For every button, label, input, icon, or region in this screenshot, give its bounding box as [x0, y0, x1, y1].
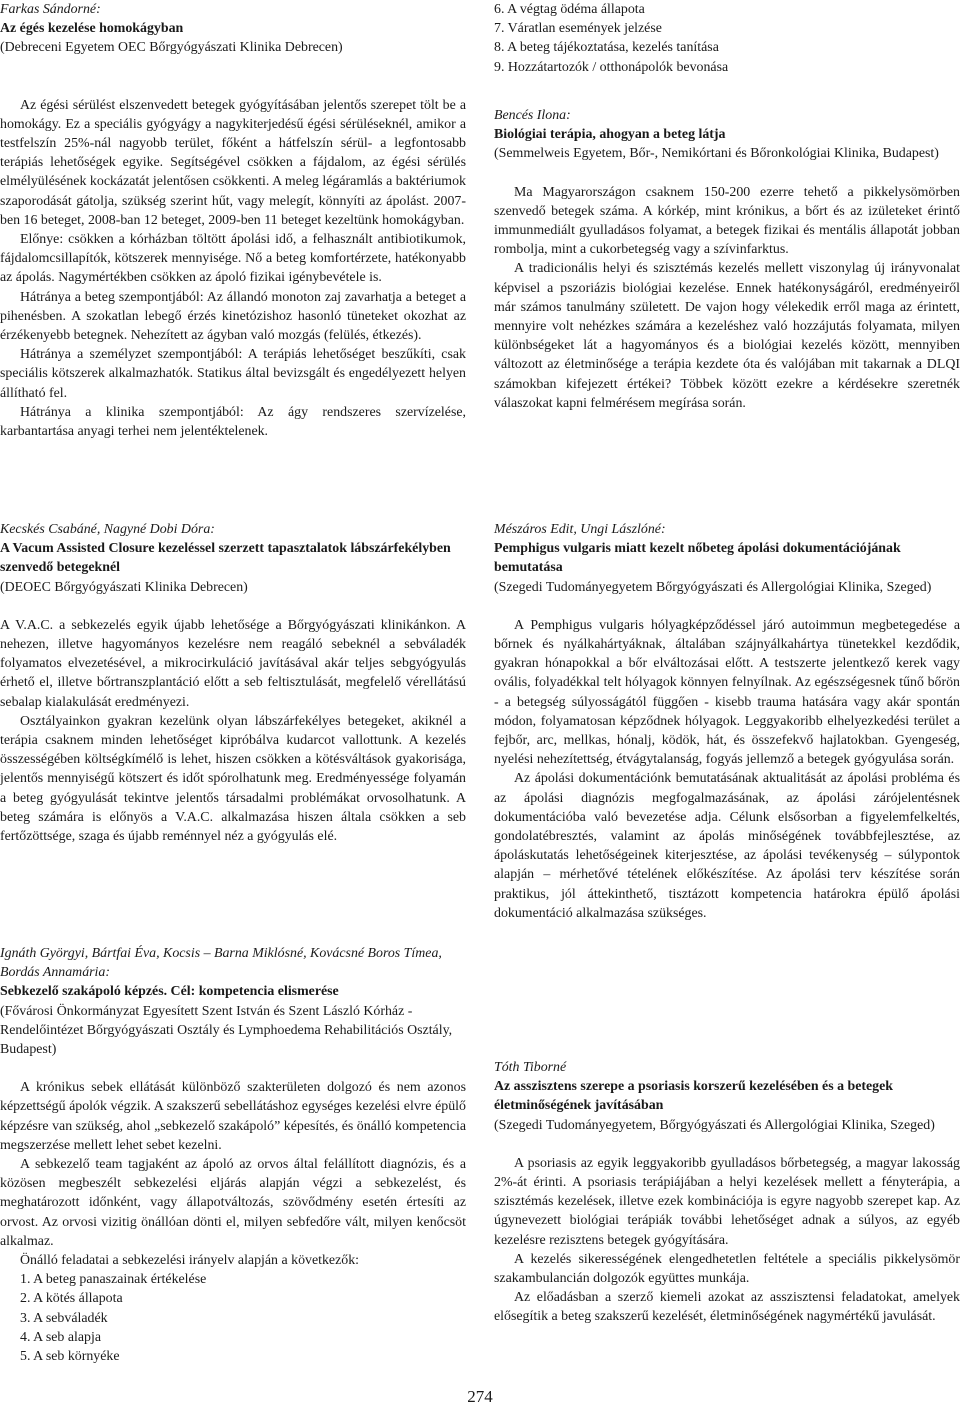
abstract-title: Biológiai terápia, ahogyan a beteg látja — [494, 127, 726, 143]
list-item: 1. A beteg panaszainak értékelése — [20, 1272, 207, 1288]
abstract-affiliation: (Szegedi Tudományegyetem Bőrgyógyászati és Allergológiai Klinika, Szeged) — [494, 579, 932, 595]
abstract-affiliation: (Szegedi Tudományegyetem, Bőrgyógyászati és Allergológiai Klinika, Szeged) — [494, 1117, 935, 1133]
task-list-continued — [494, 0, 960, 77]
list-item: 8. A beteg tájékoztatása, kezelés tanítása — [494, 40, 719, 56]
abstract-title: Az égés kezelése homokágyban — [0, 21, 184, 37]
abstract-paragraph: Hátránya a beteg szempontjából: Az állandó monoton zaj zavarhatja a beteget a pihenésben. A szokatlan lebegő érzés kinetózishoz hasonló tüneteket okozhat az érzékenyebb betegnek. Nehezített az ágyban való mozgás (felülés, étkezés). — [0, 289, 466, 344]
abstract-paragraph: Az előadásban a szerző kiemeli azokat az asszisztensi feladatokat, amelyek elősegítik a beteg szakszerű kezelését, életminőségének nagymértékű javulását. — [494, 1290, 960, 1325]
abstract-paragraph: A V.A.C. a sebkezelés egyik újabb lehetősége a Bőrgyógyászati klinikánkon. A nehezen, illetve hagyományos kezelésre nem reagáló sebeknél a sebváladék folyamatos elvezetésével, a mikrocirkuláció javításával akár teljes sebgyógyulás érhető el, illetve bőrtranszplantáció előtt a seb feltisztulását, megfelelő vérellátású sebalap kialakulását eredményezi. — [0, 617, 466, 710]
abstract-authors: Farkas Sándorné: — [0, 2, 101, 17]
abstract-affiliation: (Fővárosi Önkormányzat Egyesített Szent István és Szent László Kórház - Rendelőintézet Bőrgyógyászati Osztály és Lymphoedema Rehabilitációs Osztály, Budapest) — [0, 1003, 453, 1058]
abstract-authors: Ignáth Györgyi, Bártfai Éva, Kocsis – Barna Miklósné, Kovácsné Boros Tímea, Bordás Annamária: — [0, 946, 442, 981]
abstract-affiliation: (Debreceni Egyetem OEC Bőrgyógyászati Klinika Debrecen) — [0, 40, 343, 56]
abstract-title: Sebkezelő szakápoló képzés. Cél: kompetencia elismerése — [0, 984, 339, 1000]
abstract-paragraph: Az égési sérülést elszenvedett betegek gyógyításában jelentős szerepet tölt be a homokágy. Ez a speciális gyógyágy a nagykiterjedésű égési sérüléseknél, amikor a testfelszín 25%-nál nagyobb terület, főként a hátfelszín sérül- a legfontosabb terápiás lehetőségek egyike. Segítségével csökken a fájdalom, az égési sérülés elmélyülésének kockázatát jelentősen csökkenti. A meleg légáramlás a baktériumok szaporodását gátolja, szükség szerint hűt, vagy melegít, könnyíti az ápolást. 2007-ben 16 beteget, 2008-ban 12 beteget, 2009-ben 11 beteget kezeltünk homokágyban. — [0, 97, 466, 228]
abstract-paragraph: Előnye: csökken a kórházban töltött ápolási idő, a felhasznált antibiotikumok, fájdalomcsillapítók, kötszerek mennyisége. Nő a beteg komfortérzete, hatékonyabb az ápolás. Nagymértékben csökken az ápoló fizikai igénybevétele is. — [0, 232, 466, 286]
abstract-pemphigus — [494, 520, 960, 923]
abstract-authors: Tóth Tiborné — [494, 1060, 567, 1075]
list-item: 6. A végtag ödéma állapota — [494, 2, 645, 17]
list-item: 2. A kötés állapota — [20, 1291, 123, 1307]
abstract-affiliation: (Semmelweis Egyetem, Bőr-, Nemikórtani és Bőronkológiai Klinika, Budapest) — [494, 146, 939, 162]
abstract-authors: Mészáros Edit, Ungi Lászlóné: — [494, 522, 666, 537]
task-list — [0, 1270, 466, 1366]
abstract-title: Az asszisztens szerepe a psoriasis korszerű kezelésében és a betegek életminőségének javításában — [494, 1079, 894, 1114]
list-item: 5. A seb környéke — [20, 1349, 120, 1365]
abstract-paragraph: A krónikus sebek ellátását különböző szakterületen dolgozó és nem azonos képzettségű ápolók végzik. A szakszerű sebellátáshoz egységes kezelési elvre épülő képzésre van szükség, ahol „sebkezelő szakápoló” képesítés, és önálló kompetencia megszerzése mellett lehet sebet kezelni. — [0, 1080, 466, 1153]
abstract-paragraph: A psoriasis az egyik leggyakoribb gyulladásos bőrbetegség, a magyar lakosság 2%-át érinti. A psoriasis terápiájában a helyi kezelések mellett a fényterápia, a szisztémás kezelések, illetve ezek kombinációja is egyre nagyobb szerepet kap. Az úgynevezett biológiai terápiák további lehetőséget adnak a súlyos, az egyéb kezelésre rezisztens betegek gyógyítására. — [494, 1155, 960, 1248]
list-item: 4. A seb alapja — [20, 1329, 102, 1345]
list-item: 9. Hozzátartozók / otthonápolók bevonása — [494, 59, 729, 75]
abstract-psoriasis-assistant — [494, 1058, 960, 1327]
abstract-paragraph: Az ápolási dokumentációnk bemutatásának aktualitását az ápolási probléma és az ápolási diagnózis megfogalmazásának, az ápolási zárójelentésnek dokumentációba való bevezetése adja. Célunk elsősorban a figyelemfelkeltés, gondolatébresztés, valamint az ápolás minőségének továbbfejlesztése, az ápoláskutatás lehetőségeinek kiterjesztése, az ápolási tevékenység – súlypontok alapján – mérhetővé tételének előkészítése. Az ápolási terv készítése során praktikus, jól áttekinthető, tisztázott kompetencia határokra épülő ápolási dokumentáció alkalmazása szükséges. — [494, 771, 960, 921]
abstract-paragraph: Önálló feladatai a sebkezelési irányelv alapján a következők: — [20, 1253, 360, 1269]
list-item: 3. A sebváladék — [20, 1310, 108, 1326]
abstract-wound-nurse-training — [0, 944, 466, 1366]
abstract-paragraph: A kezelés sikerességének elengedhetetlen feltétele a speciális pikkelysömör szakambulancián dolgozók együttes munkája. — [494, 1251, 960, 1287]
abstract-paragraph: Ma Magyarországon csaknem 150-200 ezerre tehető a pikkelysömörben szenvedő betegek száma. A kórkép, mint krónikus, a bőrt és az izületeket érintő immunmediált gyulladásos folyamat, a betegek fizikai és mentális állapotát jobban rombolja, mint a cukorbetegség vagy a szívinfarktus. — [494, 184, 960, 258]
abstract-paragraph: Hátránya a személyzet szempontjából: A terápiás lehetőséget beszűkíti, csak speciális kötszerek alkalmazhatók. Statikus által bevizsgált és engedélyezett helyen állítható fel. — [0, 347, 466, 401]
abstract-paragraph: A Pemphigus vulgaris hólyagképződéssel járó autoimmun megbetegedése a bőrnek és nyálkahártyáknak, általában szájnyálkahártya tünetekkel kezdődik, gyakran hónapokkal a bőr elváltozásai előtt. A testszerte jelentkező kerek vagy ovális, folyadékkal telt hólyagok könnyen felnyílnak. Az egészségesnek tűnő bőrön - a betegség súlyosságától függően - kisebb trauma hatására vagy akár spontán módon, folyamatosan képződnek hólyagok. Leggyakoribb elhelyezkedési terület a fejbőr, arc, mellkas, hónalj, ködök, hát, és összefekvő hajlatokban. Gyengeség, nyelési nehezítettség, étvágytalanság, fogyás jellemző a betegek gyógyulása során. — [494, 617, 960, 768]
abstract-affiliation: (DEOEC Bőrgyógyászati Klinika Debrecen) — [0, 579, 248, 595]
list-item: 7. Váratlan események jelzése — [494, 21, 662, 37]
abstract-title: A Vacum Assisted Closure kezeléssel szerzett tapasztalatok lábszárfekélyben szenvedő betegeknél — [0, 541, 451, 576]
abstract-title: Pemphigus vulgaris miatt kezelt nőbeteg ápolási dokumentációjának bemutatása — [494, 541, 901, 576]
abstract-paragraph: Osztályainkon gyakran kezelünk olyan lábszárfekélyes betegeket, akiknél a terápia csaknem minden lehetőséget kipróbálva kudarcot vallottunk. A kezelés összességében költségkímélő is lehet, hiszen csökken a kötésváltások gyakorisága, jelentős mennyiségű kötszert és időt spórolhatunk meg. Eredményessége folyamán a beteg gyógyulását tekintve jelentős társadalmi problémákat orvosolhatunk. A beteg számára is előnyös a V.A.C. alkalmazása hiszen általa csökken a seb fertőzöttsége, szaga és újabb reménnyel néz a gyógyulás elé. — [0, 713, 466, 845]
abstract-paragraph: A sebkezelő team tagjaként az ápoló az orvos által felállított diagnózis, és a közösen megbeszélt sebkezelési eljárás alapján végzi a sebkezelést, és meghatározott időnként, vagy állapotváltozás, szövődmény esetén értesíti az orvost. Az orvosi vizitig önállóan dönti el, milyen sebfedőre vált, milyen kenőcsöt alkalmaz. — [0, 1157, 466, 1249]
abstract-biological-therapy — [494, 106, 960, 413]
abstract-paragraph: Hátránya a klinika szempontjából: Az ágy rendszeres szervízelése, karbantartása anyagi terhei nem jelentéktelenek. — [0, 404, 466, 440]
abstract-authors: Kecskés Csabáné, Nagyné Dobi Dóra: — [0, 522, 215, 537]
page-number: 274 — [467, 1387, 493, 1406]
abstract-authors: Bencés Ilona: — [494, 108, 571, 123]
abstract-paragraph: A tradicionális helyi és szisztémás kezelés mellett viszonylag új irányvonalat képvisel a pszoriázis biológiai kezelése. Ennek hatékonyságáról, eredményeiről már számos tanulmány született. De vajon hogy vélekedik erről maga az érintett, mennyire volt nehézkes számára a kezeléshez való hozzájutás folyamata, milyen különbségeket lát a hagyományos és a biológiai kezelés között, mennyiben változott az életminősége a terápia kezdete óta és valójában mit takarnak a DLQI számokban kifejezett értékei? Többek között ezekre a kérdésekre szeretnék válaszokat kapni felmérésem megírása során. — [494, 261, 960, 411]
abstract-burn-sandbed — [0, 0, 466, 441]
abstract-vac-therapy — [0, 520, 466, 846]
